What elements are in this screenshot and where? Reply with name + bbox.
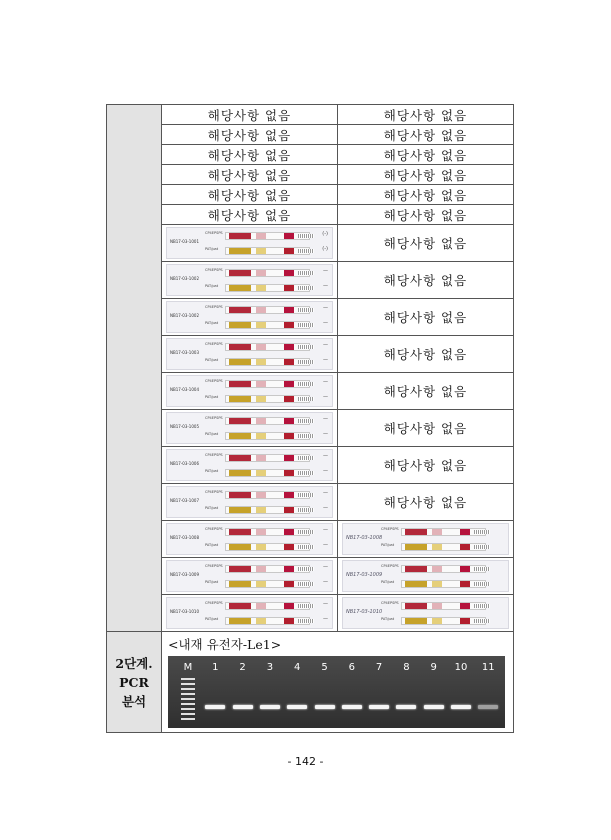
ladder-band [181, 708, 195, 710]
strip-bar-top [401, 602, 486, 610]
strip-bar-top [225, 528, 310, 536]
strip-sample-id: NB17-03-1005 [170, 424, 199, 429]
strip-sample-id: NB17-03-1008 [346, 535, 383, 541]
pcr-band [233, 705, 253, 709]
strip-cell [338, 558, 514, 595]
strip-bar-bottom [225, 543, 310, 551]
strip-sample-id: NB17-03-1004 [170, 387, 199, 392]
strip-bar-bottom [401, 617, 486, 625]
strip-bar-bottom [225, 284, 310, 292]
ladder-band [181, 713, 195, 715]
na-cell: 해당사항 없음 [338, 145, 514, 165]
strip-label-bottom: PAT/pat [381, 580, 395, 584]
strip-result-top: — [323, 527, 328, 533]
test-strip-photo [166, 264, 333, 296]
strip-cell [338, 521, 514, 558]
strip-row [107, 373, 514, 410]
strip-result-top: — [323, 564, 328, 570]
strip-bar-bottom [225, 395, 310, 403]
lane-label: 2 [239, 662, 246, 673]
strip-sample-id: NB17-03-1002 [170, 276, 199, 281]
strip-sample-id: NB17-03-1002 [170, 313, 199, 318]
strip-cell [162, 373, 338, 410]
na-cell: 해당사항 없음 [338, 447, 514, 484]
na-cell: 해당사항 없음 [338, 336, 514, 373]
strip-result-bottom: (-) [322, 246, 328, 252]
strip-cell [162, 262, 338, 299]
pcr-band [396, 705, 416, 709]
strip-result-bottom: — [323, 616, 328, 622]
strip-bar-bottom [225, 580, 310, 588]
ladder-band [181, 718, 195, 720]
na-cell: 해당사항 없음 [338, 225, 514, 262]
strip-row [107, 410, 514, 447]
strip-result-bottom: — [323, 468, 328, 474]
strip-label-top: CP4EPSPS [205, 305, 223, 309]
na-cell: 해당사항 없음 [338, 262, 514, 299]
strip-sample-id: NB17-03-1010 [346, 609, 383, 615]
strip-bar-top [225, 491, 310, 499]
strip-bar-top [401, 528, 486, 536]
lane-label: 5 [321, 662, 328, 673]
na-cell: 해당사항 없음 [338, 484, 514, 521]
strip-cell [162, 410, 338, 447]
strip-result-top: — [323, 490, 328, 496]
strip-row [107, 595, 514, 632]
strip-label-bottom: PAT/pat [381, 543, 395, 547]
strip-bar-top [225, 232, 310, 240]
strip-bar-bottom [225, 432, 310, 440]
strip-bar-top [225, 343, 310, 351]
strip-result-bottom: — [323, 283, 328, 289]
na-cell: 해당사항 없음 [338, 410, 514, 447]
pcr-band [315, 705, 335, 709]
ladder-band [181, 688, 195, 690]
pcr-band [478, 705, 498, 709]
strip-cell [162, 299, 338, 336]
na-cell: 해당사항 없음 [338, 373, 514, 410]
strip-result-top: — [323, 342, 328, 348]
strip-row [107, 262, 514, 299]
na-cell: 해당사항 없음 [162, 165, 338, 185]
strip-label-top: CP4EPSPS [205, 342, 223, 346]
na-cell: 해당사항 없음 [338, 185, 514, 205]
test-strip-photo [166, 301, 333, 333]
strip-bar-top [225, 269, 310, 277]
pcr-band [451, 705, 471, 709]
strip-bar-bottom [225, 321, 310, 329]
test-strip-photo [166, 560, 333, 592]
strip-cell [162, 447, 338, 484]
strip-row [107, 558, 514, 595]
strip-label-bottom: PAT/pat [381, 617, 395, 621]
lane-label: M [183, 662, 193, 673]
strip-label-bottom: PAT/pat [205, 543, 219, 547]
strip-label-top: CP4EPSPS [205, 453, 223, 457]
strip-cell [162, 521, 338, 558]
strip-bar-top [225, 565, 310, 573]
pcr-band [205, 705, 225, 709]
strip-bar-top [401, 565, 486, 573]
ladder-band [181, 683, 195, 685]
strip-bar-top [225, 602, 310, 610]
strip-row [107, 225, 514, 262]
na-cell: 해당사항 없음 [162, 105, 338, 125]
strip-result-bottom: — [323, 320, 328, 326]
strip-bar-bottom [225, 247, 310, 255]
na-cell: 해당사항 없음 [162, 185, 338, 205]
pcr-band [287, 705, 307, 709]
strip-sample-id: NB17-03-1001 [170, 239, 199, 244]
strip-result-bottom: — [323, 542, 328, 548]
pcr-band [342, 705, 362, 709]
na-cell: 해당사항 없음 [162, 125, 338, 145]
strip-result-top: — [323, 268, 328, 274]
ladder-band [181, 703, 195, 705]
gel-image [168, 656, 505, 728]
pcr-cell [162, 632, 514, 733]
strip-label-bottom: PAT/pat [205, 506, 219, 510]
strip-label-bottom: PAT/pat [205, 395, 219, 399]
pcr-band [369, 705, 389, 709]
na-cell: 해당사항 없음 [162, 205, 338, 225]
na-cell: 해당사항 없음 [338, 205, 514, 225]
lane-label: 1 [212, 662, 219, 673]
section-label-empty [107, 105, 162, 632]
section-label-text: 2단계. PCR 분석 [115, 655, 153, 709]
strip-result-top: — [323, 416, 328, 422]
strip-result-top: — [323, 601, 328, 607]
test-strip-photo [166, 449, 333, 481]
strip-sample-id: NB17-03-1003 [170, 350, 199, 355]
strip-bar-bottom [401, 580, 486, 588]
lane-label: 10 [454, 662, 468, 673]
pcr-band [424, 705, 444, 709]
lane-label: 6 [348, 662, 355, 673]
results-table [106, 104, 514, 733]
na-cell: 해당사항 없음 [338, 105, 514, 125]
strip-label-top: CP4EPSPS [205, 268, 223, 272]
strip-cell [162, 595, 338, 632]
pcr-band [260, 705, 280, 709]
test-strip-photo [342, 560, 509, 592]
strip-label-bottom: PAT/pat [205, 617, 219, 621]
strip-row [107, 336, 514, 373]
strip-label-top: CP4EPSPS [205, 601, 223, 605]
test-strip-photo [166, 375, 333, 407]
strip-result-top: — [323, 453, 328, 459]
strip-result-bottom: — [323, 579, 328, 585]
pcr-title: <내재 유전자-Le1> [168, 637, 282, 652]
strip-label-top: CP4EPSPS [205, 379, 223, 383]
strip-bar-top [225, 306, 310, 314]
strip-bar-bottom [225, 617, 310, 625]
ladder-band [181, 698, 195, 700]
strip-row [107, 484, 514, 521]
test-strip-photo [342, 523, 509, 555]
page-number: - 142 - [287, 755, 324, 768]
strip-row [107, 521, 514, 558]
lane-label: 3 [266, 662, 274, 673]
test-strip-photo [342, 597, 509, 629]
strip-cell [338, 595, 514, 632]
strip-label-bottom: PAT/pat [205, 358, 219, 362]
lane-label: 7 [375, 662, 383, 673]
strip-label-top: CP4EPSPS [205, 564, 223, 568]
strip-bar-top [225, 454, 310, 462]
strip-result-bottom: — [323, 357, 328, 363]
na-cell: 해당사항 없음 [338, 125, 514, 145]
strip-bar-bottom [401, 543, 486, 551]
strip-result-bottom: — [323, 394, 328, 400]
na-cell: 해당사항 없음 [338, 165, 514, 185]
test-strip-photo [166, 523, 333, 555]
strip-label-bottom: PAT/pat [205, 580, 219, 584]
test-strip-photo [166, 597, 333, 629]
strip-label-bottom: PAT/pat [205, 247, 219, 251]
strip-label-top: CP4EPSPS [381, 601, 399, 605]
strip-label-top: CP4EPSPS [205, 416, 223, 420]
strip-row [107, 299, 514, 336]
strip-label-top: CP4EPSPS [205, 231, 223, 235]
strip-sample-id: NB17-03-1009 [346, 572, 383, 578]
test-strip-photo [166, 338, 333, 370]
section-label [107, 632, 162, 733]
strip-sample-id: NB17-03-1009 [170, 572, 199, 577]
strip-bar-bottom [225, 506, 310, 514]
test-strip-photo [166, 412, 333, 444]
strip-label-bottom: PAT/pat [205, 469, 219, 473]
strip-cell [162, 558, 338, 595]
lane-label: 4 [294, 662, 301, 673]
strip-sample-id: NB17-03-1008 [170, 535, 199, 540]
strip-sample-id: NB17-03-1010 [170, 609, 199, 614]
ladder-band [181, 678, 195, 680]
strip-result-top: — [323, 379, 328, 385]
strip-bar-top [225, 417, 310, 425]
strip-cell [162, 484, 338, 521]
strip-label-bottom: PAT/pat [205, 321, 219, 325]
strip-result-bottom: — [323, 431, 328, 437]
strip-label-bottom: PAT/pat [205, 432, 219, 436]
lane-label: 9 [430, 662, 437, 673]
strip-label-top: CP4EPSPS [205, 527, 223, 531]
strip-label-top: CP4EPSPS [381, 527, 399, 531]
strip-bar-bottom [225, 469, 310, 477]
na-cell: 해당사항 없음 [338, 299, 514, 336]
ladder-band [181, 693, 195, 695]
strip-cell [162, 225, 338, 262]
strip-label-top: CP4EPSPS [205, 490, 223, 494]
lane-label: 11 [481, 662, 495, 673]
lane-label: 8 [403, 662, 410, 673]
strip-cell [162, 336, 338, 373]
na-cell: 해당사항 없음 [162, 145, 338, 165]
test-strip-photo [166, 227, 333, 259]
strip-sample-id: NB17-03-1007 [170, 498, 199, 503]
strip-bar-top [225, 380, 310, 388]
strip-result-bottom: — [323, 505, 328, 511]
strip-bar-bottom [225, 358, 310, 366]
strip-result-top: — [323, 305, 328, 311]
strip-label-top: CP4EPSPS [381, 564, 399, 568]
strip-label-bottom: PAT/pat [205, 284, 219, 288]
test-strip-photo [166, 486, 333, 518]
strip-row [107, 447, 514, 484]
strip-sample-id: NB17-03-1006 [170, 461, 199, 466]
strip-result-top: (-) [322, 231, 328, 237]
